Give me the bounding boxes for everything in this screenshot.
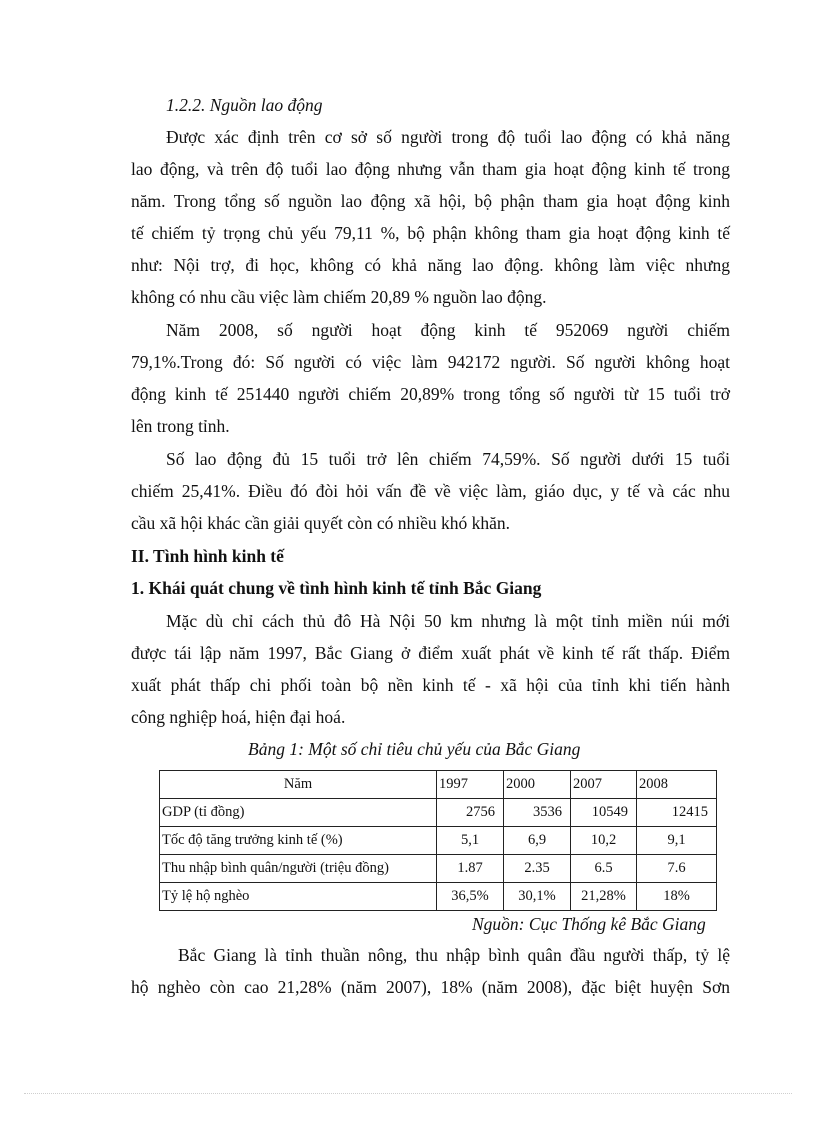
row-label: Tỷ lệ hộ nghèo: [160, 883, 437, 911]
paragraph-line: Được xác định trên cơ sở số người trong độ tuổi lao động có khả năng: [166, 127, 730, 147]
header-cell: 1997: [437, 771, 504, 799]
header-cell: 2000: [504, 771, 571, 799]
indicators-table: [159, 770, 717, 911]
table-cell: 2.35: [504, 855, 571, 883]
header-cell: 2008: [637, 771, 717, 799]
table-row: [160, 855, 717, 883]
table-header-row: [160, 771, 717, 799]
row-label: Tốc độ tăng trưởng kinh tế (%): [160, 827, 437, 855]
section-heading: 1.2.2. Nguồn lao động: [166, 95, 323, 115]
table-cell: 30,1%: [504, 883, 571, 911]
table-cell: 7.6: [637, 855, 717, 883]
header-cell: Năm: [160, 771, 437, 799]
table-cell: 12415: [637, 799, 717, 827]
table-cell: 2756: [437, 799, 504, 827]
row-label: Thu nhập bình quân/người (triệu đồng): [160, 855, 437, 883]
table-cell: 6.5: [571, 855, 637, 883]
table-cell: 10549: [571, 799, 637, 827]
table-caption: Bảng 1: Một số chỉ tiêu chủ yếu của Bắc Giang: [248, 739, 581, 759]
table-cell: 10,2: [571, 827, 637, 855]
table-cell: 9,1: [637, 827, 717, 855]
table-cell: 3536: [504, 799, 571, 827]
page-footer-rule: [24, 1093, 792, 1094]
paragraph-line: tế chiếm tỷ trọng chủ yếu 79,11 %, bộ phận không tham gia hoạt động kinh tế: [131, 223, 730, 243]
paragraph-line: Năm 2008, số người hoạt động kinh tế 952069 người chiếm: [166, 320, 730, 340]
paragraph-line: động kinh tế 251440 người chiếm 20,89% trong tổng số người từ 15 tuổi trở: [131, 384, 730, 404]
table-row: [160, 799, 717, 827]
table-row: [160, 883, 717, 911]
header-cell: 2007: [571, 771, 637, 799]
table-cell: 36,5%: [437, 883, 504, 911]
paragraph-line: như: Nội trợ, đi học, không có khả năng lao động. không làm việc nhưng: [131, 255, 730, 275]
paragraph-line: hộ nghèo còn cao 21,28% (năm 2007), 18% (năm 2008), đặc biệt huyện Sơn: [131, 977, 730, 997]
paragraph-line: lao động, và trên độ tuổi lao động nhưng vẫn tham gia hoạt động kinh tế trong: [131, 159, 730, 179]
table-cell: 18%: [637, 883, 717, 911]
paragraph-line: không có nhu cầu việc làm chiếm 20,89 % nguồn lao động.: [131, 287, 547, 307]
paragraph-line: chiếm 25,41%. Điều đó đòi hỏi vấn đề về việc làm, giáo dục, y tế và các nhu: [131, 481, 730, 501]
paragraph-line: năm. Trong tổng số nguồn lao động xã hội, bộ phận tham gia hoạt động kinh: [131, 191, 730, 211]
heading-economy: II. Tình hình kinh tế: [131, 546, 284, 566]
paragraph-line: cầu xã hội khác cần giải quyết còn có nhiều khó khăn.: [131, 513, 511, 533]
paragraph-line: được tái lập năm 1997, Bắc Giang ở điểm xuất phát về kinh tế rất thấp. Điểm: [131, 643, 730, 663]
table-cell: 5,1: [437, 827, 504, 855]
paragraph-line: Số lao động đủ 15 tuổi trở lên chiếm 74,59%. Số người dưới 15 tuổi: [166, 449, 730, 469]
paragraph-line: công nghiệp hoá, hiện đại hoá.: [131, 707, 346, 727]
row-label: GDP (tỉ đồng): [160, 799, 437, 827]
paragraph-line: 79,1%.Trong đó: Số người có việc làm 942172 người. Số người không hoạt: [131, 352, 730, 372]
table-cell: 1.87: [437, 855, 504, 883]
paragraph-line: Bắc Giang là tỉnh thuần nông, thu nhập bình quân đầu người thấp, tỷ lệ: [178, 945, 730, 965]
table-source: Nguồn: Cục Thống kê Bắc Giang: [472, 914, 706, 934]
heading-overview: 1. Khái quát chung về tình hình kinh tế tỉnh Bắc Giang: [131, 578, 542, 598]
table-row: [160, 827, 717, 855]
paragraph-line: lên trong tỉnh.: [131, 416, 230, 436]
table-cell: 21,28%: [571, 883, 637, 911]
table-cell: 6,9: [504, 827, 571, 855]
paragraph-line: xuất phát thấp chi phối toàn bộ nền kinh tế - xã hội của tỉnh khi tiến hành: [131, 675, 730, 695]
paragraph-line: Mặc dù chỉ cách thủ đô Hà Nội 50 km nhưng là một tỉnh miền núi mới: [166, 611, 730, 631]
